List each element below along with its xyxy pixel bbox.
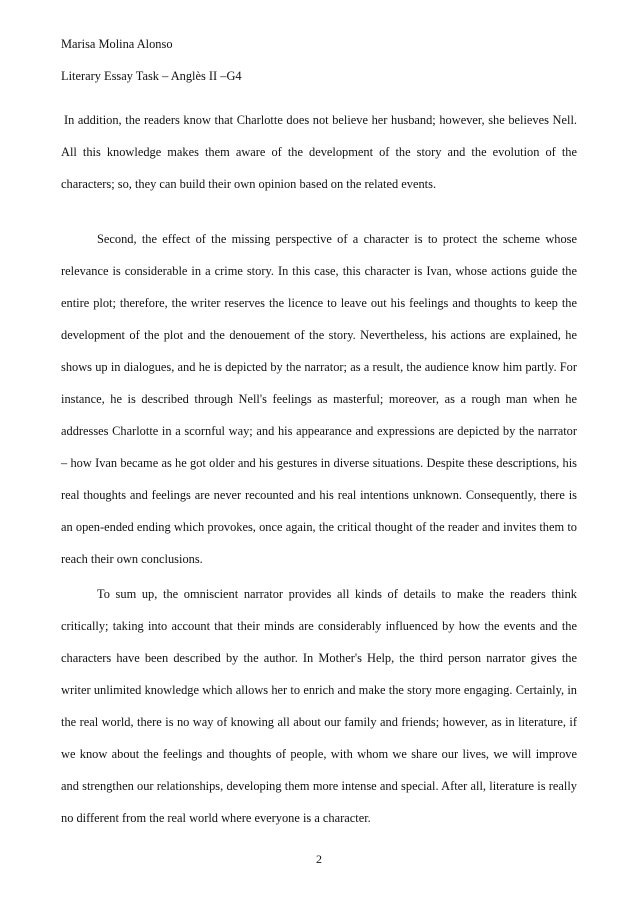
course-title: Literary Essay Task – Anglès II –G4	[61, 69, 242, 83]
paragraph-3: To sum up, the omniscient narrator provides all kinds of details to make the readers think critically; taking into account that their minds are considerably influenced by how the events and the characters have been described by the author. In Mother's Help, the third person narrator gives the writer unlimited knowledge which allows her to enrich and make the story more engaging. Certainly, in the real world, there is no way of knowing all about our family and friends; however, as in literature, if we know about the feelings and thoughts of people, with whom we share our lives, we will improve and strengthen our relationships, developing them more intense and special. After all, literature is really no different from the real world where everyone is a character.	[61, 587, 577, 825]
author-name: Marisa Molina Alonso	[61, 37, 173, 51]
paragraph-1: In addition, the readers know that Charlotte does not believe her husband; however, she believes Nell. All this knowledge makes them aware of the development of the story and the evolution of the characters; so, they can build their own opinion based on the related events.	[61, 113, 577, 191]
paragraph-2: Second, the effect of the missing perspective of a character is to protect the scheme whose relevance is considerable in a crime story. In this case, this character is Ivan, whose actions guide the entire plot; therefore, the writer reserves the licence to leave out his feelings and thoughts to keep the development of the plot and the denouement of the story. Nevertheless, his actions are explained, he shows up in dialogues, and he is depicted by the narrator; as a result, the audience know him partly. For instance, he is described through Nell's feelings as masterful; moreover, as a rough man when he addresses Charlotte in a scornful way; and his appearance and expressions are depicted by the narrator – how Ivan became as he got older and his gestures in diverse situations. Despite these descriptions, his real thoughts and feelings are never recounted and his real intentions unknown. Consequently, there is an open-ended ending which provokes, once again, the critical thought of the reader and invites them to reach their own conclusions.	[61, 232, 577, 566]
page-number: 2	[316, 852, 322, 866]
